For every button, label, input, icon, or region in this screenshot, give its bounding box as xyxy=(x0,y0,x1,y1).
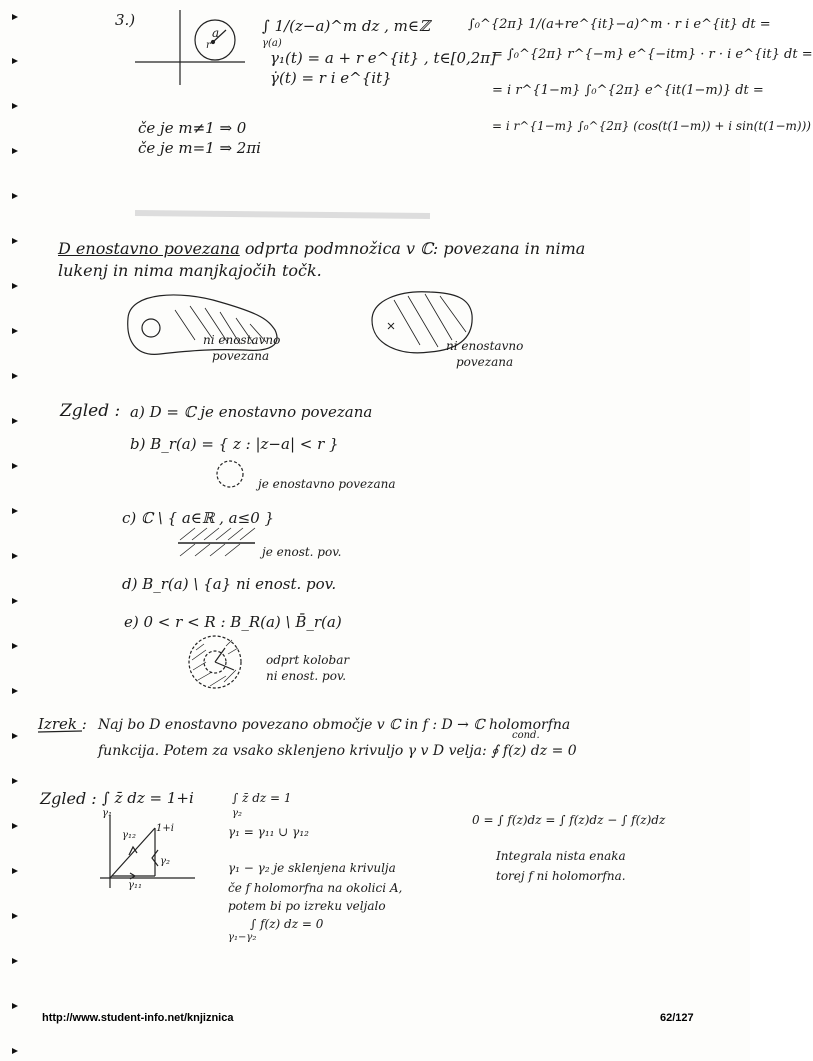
ex3-calc-line-3: = i r^{1−m} ∫₀^{2π} e^{it(1−m)} dt = xyxy=(492,83,764,98)
examples-label: Zgled : xyxy=(60,401,121,421)
theorem-line-1: Naj bo D enostavno povezano območje v ℂ in f : D → ℂ holomorfna xyxy=(98,717,571,733)
example-e: e) 0 < r < R : B_R(a) \ B̄_r(a) xyxy=(124,613,342,631)
definition-text: odprta podmnožica v ℂ: povezana in nima xyxy=(244,239,586,258)
case-m-not-1: če je m≠1 ⇒ 0 xyxy=(138,119,247,137)
example2-right-equation: 0 = ∫ f(z)dz = ∫ f(z)dz − ∫ f(z)dz xyxy=(472,813,666,827)
blob2-label-2: povezana xyxy=(456,355,514,369)
case-m-equals-1: če je m=1 ⇒ 2πi xyxy=(138,139,261,157)
theorem-superscript: cond. xyxy=(512,730,540,741)
example-b: b) B_r(a) = { z : |z−a| < r } xyxy=(130,435,339,453)
example-a: a) D = ℂ je enostavno povezana xyxy=(130,403,373,421)
ex3-calc-line-4: = i r^{1−m} ∫₀^{2π} (cos(t(1−m)) + i sin(t(1−m))) xyxy=(492,119,811,133)
example2-note-1: γ₁ − γ₂ je sklenjena krivulja xyxy=(228,861,396,875)
example2-right-note-1: Integrala nista enaka xyxy=(496,849,626,863)
example2-note-4: ∫ f(z) dz = 0 xyxy=(250,917,324,931)
ex3-calc-line-1: ∫₀^{2π} 1/(a+re^{it}−a)^m · r i e^{it} dt = xyxy=(468,17,771,32)
example2-note-4-sub: γ₁−γ₂ xyxy=(228,932,257,943)
disk-label-a: a xyxy=(212,26,220,40)
ex3-disk-diagram xyxy=(135,10,245,85)
example2-right-note-2: torej f ni holomorfna. xyxy=(496,869,626,883)
ex3-gamma-param: γ₁(t) = a + r e^{it} , t∈[0,2π] xyxy=(270,49,497,67)
example-e-note-1: odprt kolobar xyxy=(266,653,350,667)
theorem-line-2: funkcija. Potem za vsako sklenjeno krivuljo γ v D velja: ∮ f(z) dz = 0 xyxy=(98,743,577,759)
ex3-gamma-derivative: γ̇(t) = r i e^{it} xyxy=(270,69,392,87)
blob1-label-1: ni enostavno xyxy=(203,333,281,347)
ex3-integral-subscript: γ(a) xyxy=(262,38,282,49)
definition-line-1 xyxy=(58,240,585,258)
ex3-integral: ∫ 1/(z−a)^m dz , m∈ℤ xyxy=(262,17,430,35)
example-c-slit-plane xyxy=(178,528,255,556)
example2-note-3: potem bi po izreku veljalo xyxy=(228,899,386,913)
example2-note-2: če f holomorfna na okolici A, xyxy=(228,881,403,895)
example-c: c) ℂ \ { a∈ℝ , a≤0 } xyxy=(122,509,275,527)
definition-line-2: lukenj in nima manjkajočih točk. xyxy=(58,261,322,280)
example2-integral-1: ∫ z̄ dz = 1+i xyxy=(102,789,194,807)
blob2-label-1: ni enostavno xyxy=(446,339,524,353)
example-e-annulus xyxy=(189,636,241,688)
example2-label: Zgled : xyxy=(40,789,97,808)
ex3-calc-line-2: = ∫₀^{2π} r^{−m} e^{−itm} · r · i e^{it} dt = xyxy=(492,47,813,62)
example2-integral-1-sub: γ₁ xyxy=(102,808,112,819)
example-d: d) B_r(a) \ {a} ni enost. pov. xyxy=(122,575,337,593)
example2-integral-2: ∫ z̄ dz = 1 xyxy=(232,791,292,805)
graph-label-gamma11: γ₁₁ xyxy=(128,880,142,891)
page-number: 62/127 xyxy=(660,1012,694,1024)
graph-label-gamma12: γ₁₂ xyxy=(122,830,136,841)
footer-url[interactable]: http://www.student-info.net/knjiznica xyxy=(42,1012,234,1024)
example-3-label: 3.) xyxy=(115,11,136,29)
example-e-note-2: ni enost. pov. xyxy=(266,669,347,683)
example2-integral-2-sub: γ₂ xyxy=(232,808,242,819)
graph-label-gamma2: γ₂ xyxy=(160,856,170,867)
graph-label-1plusi: 1+i xyxy=(156,823,174,834)
disk-label-r: r xyxy=(206,40,211,51)
example2-union: γ₁ = γ₁₁ ∪ γ₁₂ xyxy=(228,825,309,839)
example2-path-graph xyxy=(100,815,195,888)
blob1-label-2: povezana xyxy=(212,349,270,363)
example-b-note: je enostavno povezana xyxy=(258,477,396,491)
example-c-note: je enost. pov. xyxy=(262,545,342,559)
theorem-label: Izrek : xyxy=(38,715,87,733)
example-b-disk xyxy=(217,461,243,487)
definition-term: D enostavno povezana xyxy=(58,239,240,258)
